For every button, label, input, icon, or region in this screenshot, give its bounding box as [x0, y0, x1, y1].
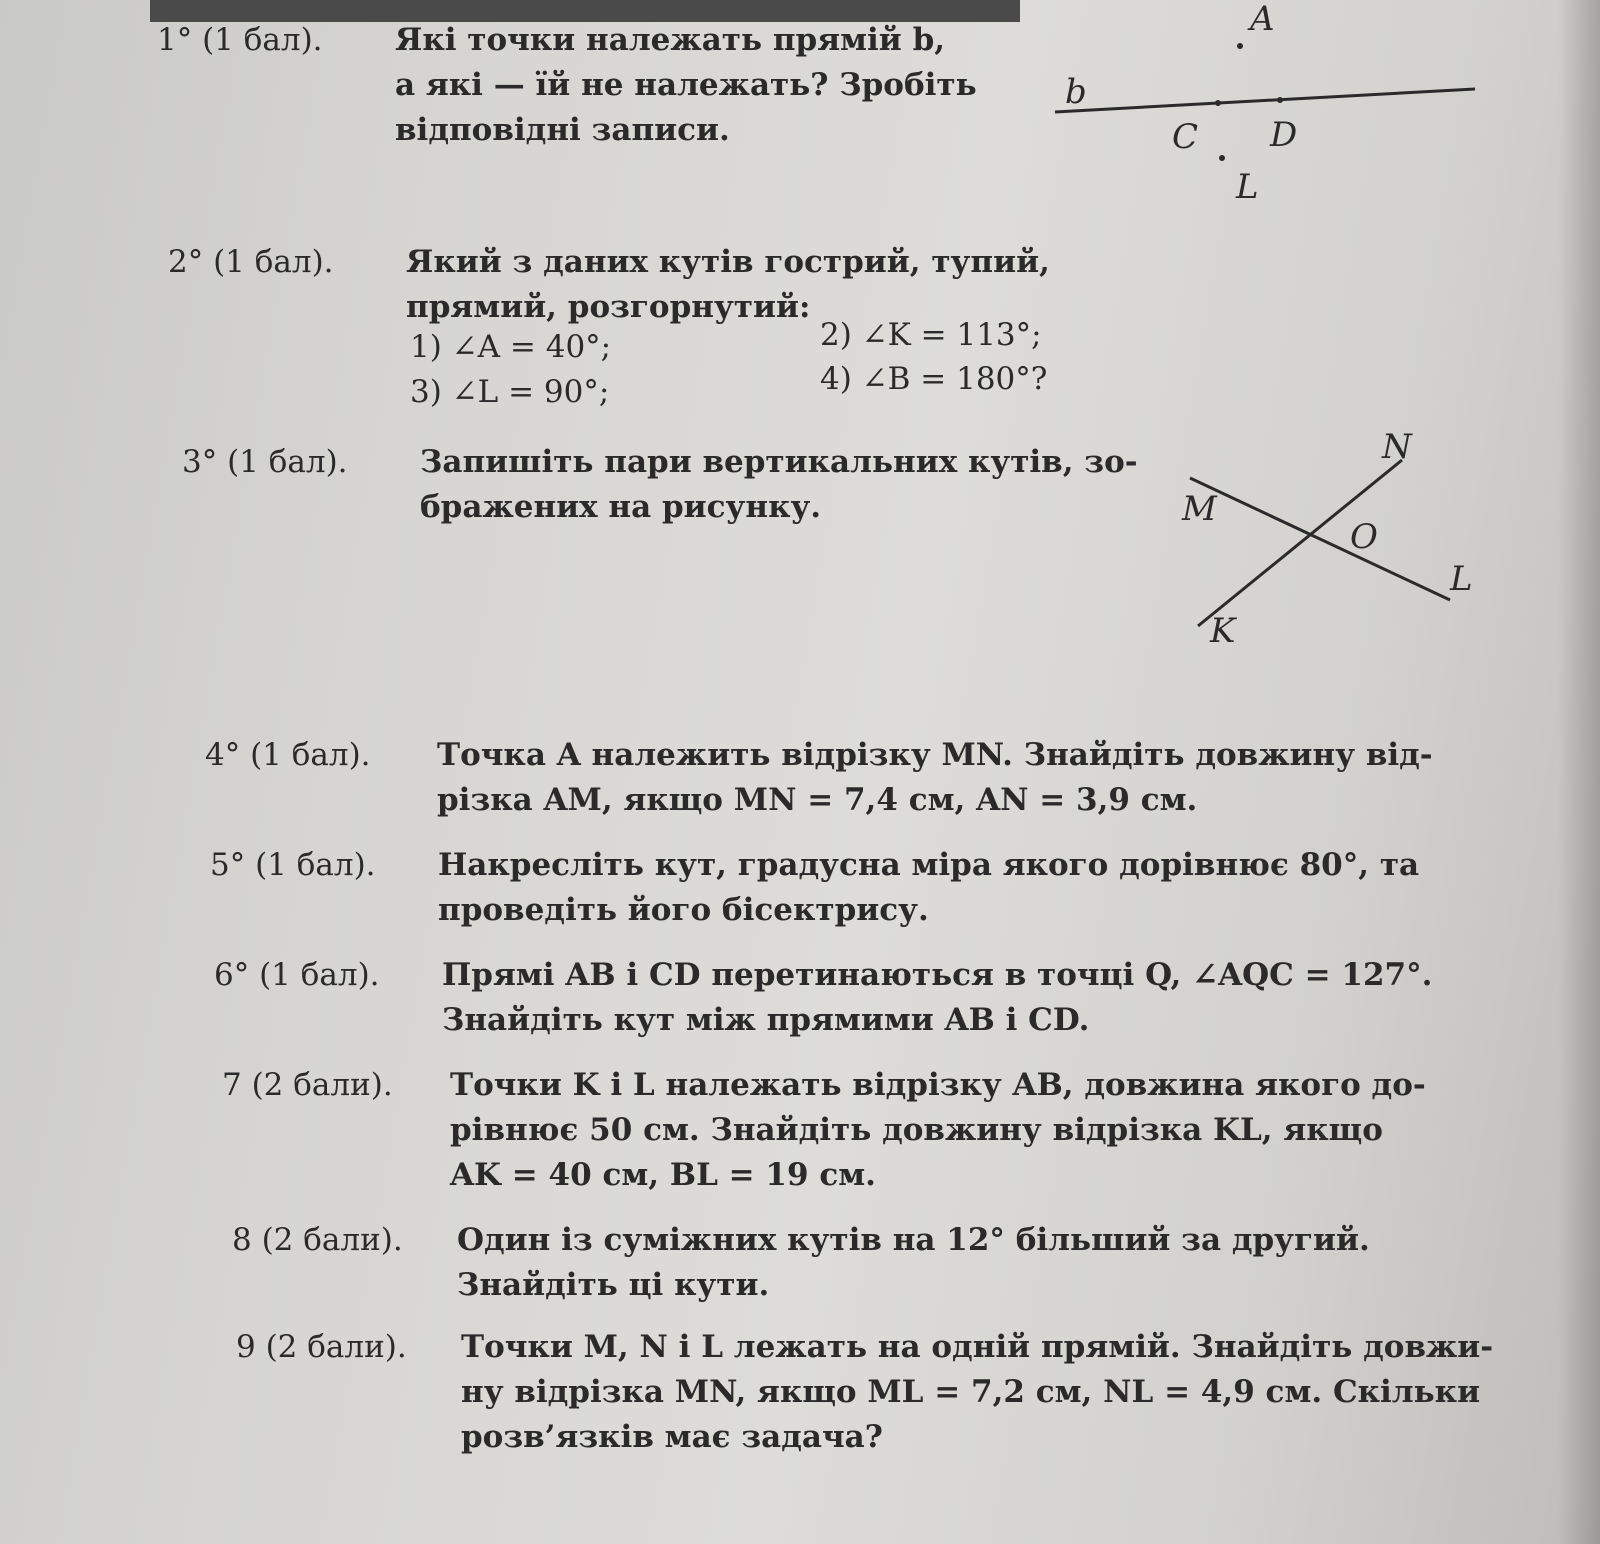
task-number: 8 (2 бали). [232, 1222, 403, 1258]
task-number: 9 (2 бали). [236, 1329, 407, 1365]
figure-3-vertical-angles [1170, 420, 1490, 660]
point-a [1237, 43, 1243, 49]
task-line: прямий, розгорнутий: [406, 289, 811, 325]
point-d [1277, 97, 1283, 103]
option: 1) ∠A = 40°; [410, 329, 612, 365]
label-l: L [1450, 559, 1473, 599]
task-line: Прямі AB і CD перетинаються в точці Q, ∠AQC = 127°. [442, 957, 1433, 993]
task-line: різка AM, якщо MN = 7,4 см, AN = 3,9 см. [437, 782, 1198, 818]
label-b: b [1065, 72, 1087, 112]
task-number: 2° (1 бал). [168, 244, 334, 280]
option: 3) ∠L = 90°; [410, 374, 610, 410]
task-line: а які — їй не належать? Зробіть [395, 67, 977, 103]
task-line: ну відрізка MN, якщо ML = 7,2 см, NL = 4,9 см. Скільки [461, 1374, 1481, 1410]
task-line: Які точки належать прямій b, [395, 22, 946, 58]
task-number: 4° (1 бал). [205, 737, 371, 773]
line-mo-l [1190, 478, 1450, 600]
task-line: бражених на рисунку. [420, 489, 822, 525]
task-line: Точка A належить відрізку MN. Знайдіть довжину від- [437, 737, 1433, 773]
task-line: Точки K і L належать відрізку AB, довжина якого до- [450, 1067, 1426, 1103]
task-number: 5° (1 бал). [210, 847, 376, 883]
label-o: O [1350, 517, 1378, 557]
task-line: Який з даних кутів гострий, тупий, [406, 244, 1050, 280]
figure-1-line-b [1040, 0, 1480, 210]
task-line: Накресліть кут, градусна міра якого дорівнює 80°, та [438, 847, 1420, 883]
task-line: Запишіть пари вертикальних кутів, зо- [420, 444, 1138, 480]
option: 4) ∠B = 180°? [820, 361, 1048, 397]
label-a: A [1250, 0, 1275, 39]
task-number: 1° (1 бал). [157, 22, 323, 58]
label-d: D [1270, 115, 1298, 155]
task-number: 3° (1 бал). [182, 444, 348, 480]
task-line: Знайдіть ці кути. [457, 1267, 770, 1303]
task-line: Точки M, N і L лежать на одній прямій. Знайдіть довжи- [461, 1329, 1494, 1365]
task-line: Один із суміжних кутів на 12° більший за другий. [457, 1222, 1370, 1258]
label-c: C [1172, 117, 1199, 157]
page-shadow [1558, 0, 1600, 1544]
point-l [1219, 155, 1225, 161]
label-n: N [1382, 427, 1412, 467]
task-line: Знайдіть кут між прямими AB і CD. [442, 1002, 1090, 1038]
line-b [1055, 89, 1475, 112]
task-line: проведіть його бісектрису. [438, 892, 929, 928]
task-line: розв’язків має задача? [461, 1419, 883, 1455]
task-line: AK = 40 см, BL = 19 см. [450, 1157, 876, 1193]
point-c [1215, 100, 1221, 106]
task-number: 7 (2 бали). [222, 1067, 393, 1103]
task-line: рівнює 50 см. Знайдіть довжину відрізка KL, якщо [450, 1112, 1383, 1148]
label-k: K [1210, 611, 1236, 651]
option: 2) ∠K = 113°; [820, 317, 1042, 353]
label-m: M [1182, 489, 1217, 529]
label-l: L [1236, 167, 1259, 207]
task-number: 6° (1 бал). [214, 957, 380, 993]
task-line: відповідні записи. [395, 112, 730, 148]
